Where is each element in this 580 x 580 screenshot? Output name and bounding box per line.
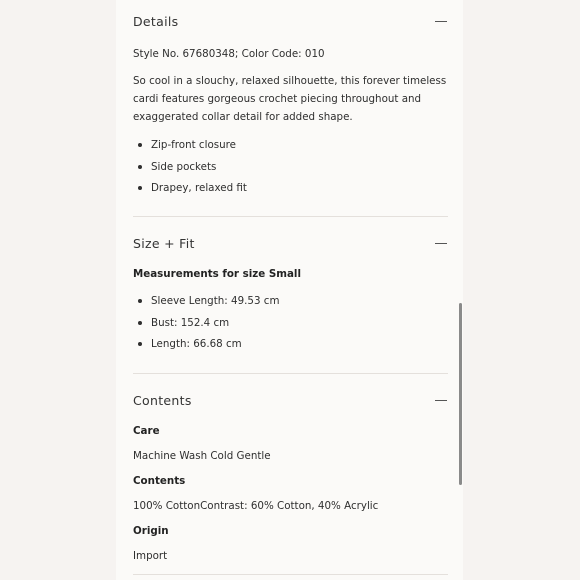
scrollbar[interactable] <box>459 303 462 485</box>
size-fit-section-header[interactable] <box>133 234 448 252</box>
contents-section-title: Contents <box>133 392 192 408</box>
contents-label: Contents <box>133 475 186 487</box>
section-divider <box>133 574 448 575</box>
size-fit-section-title: Size + Fit <box>133 235 195 251</box>
list-item: Side pockets <box>133 160 448 182</box>
section-divider <box>133 216 448 217</box>
details-section-header[interactable] <box>133 12 448 30</box>
style-number: Style No. 67680348; Color Code: 010 <box>133 48 325 60</box>
care-label: Care <box>133 425 160 437</box>
care-value: Machine Wash Cold Gentle <box>133 450 271 462</box>
details-bullet-list <box>133 138 448 203</box>
collapse-minus-icon[interactable] <box>435 400 447 401</box>
product-description: So cool in a slouchy, relaxed silhouette, this forever timeless cardi features gorgeous crochet piecing throughout and exaggerated collar detail for added shape. <box>133 75 447 123</box>
contents-section-header[interactable] <box>133 391 448 409</box>
measurements-heading: Measurements for size Small <box>133 268 301 280</box>
origin-label: Origin <box>133 525 169 537</box>
details-section-title: Details <box>133 13 179 29</box>
collapse-minus-icon[interactable] <box>435 21 447 22</box>
collapse-minus-icon[interactable] <box>435 243 447 244</box>
measurements-list <box>133 294 448 359</box>
list-item: Length: 66.68 cm <box>133 337 448 359</box>
list-item: Sleeve Length: 49.53 cm <box>133 294 448 316</box>
contents-value: 100% CottonContrast: 60% Cotton, 40% Acrylic <box>133 500 379 512</box>
list-item: Bust: 152.4 cm <box>133 316 448 338</box>
list-item: Drapey, relaxed fit <box>133 181 448 203</box>
section-divider <box>133 373 448 374</box>
origin-value: Import <box>133 550 168 562</box>
list-item: Zip-front closure <box>133 138 448 160</box>
